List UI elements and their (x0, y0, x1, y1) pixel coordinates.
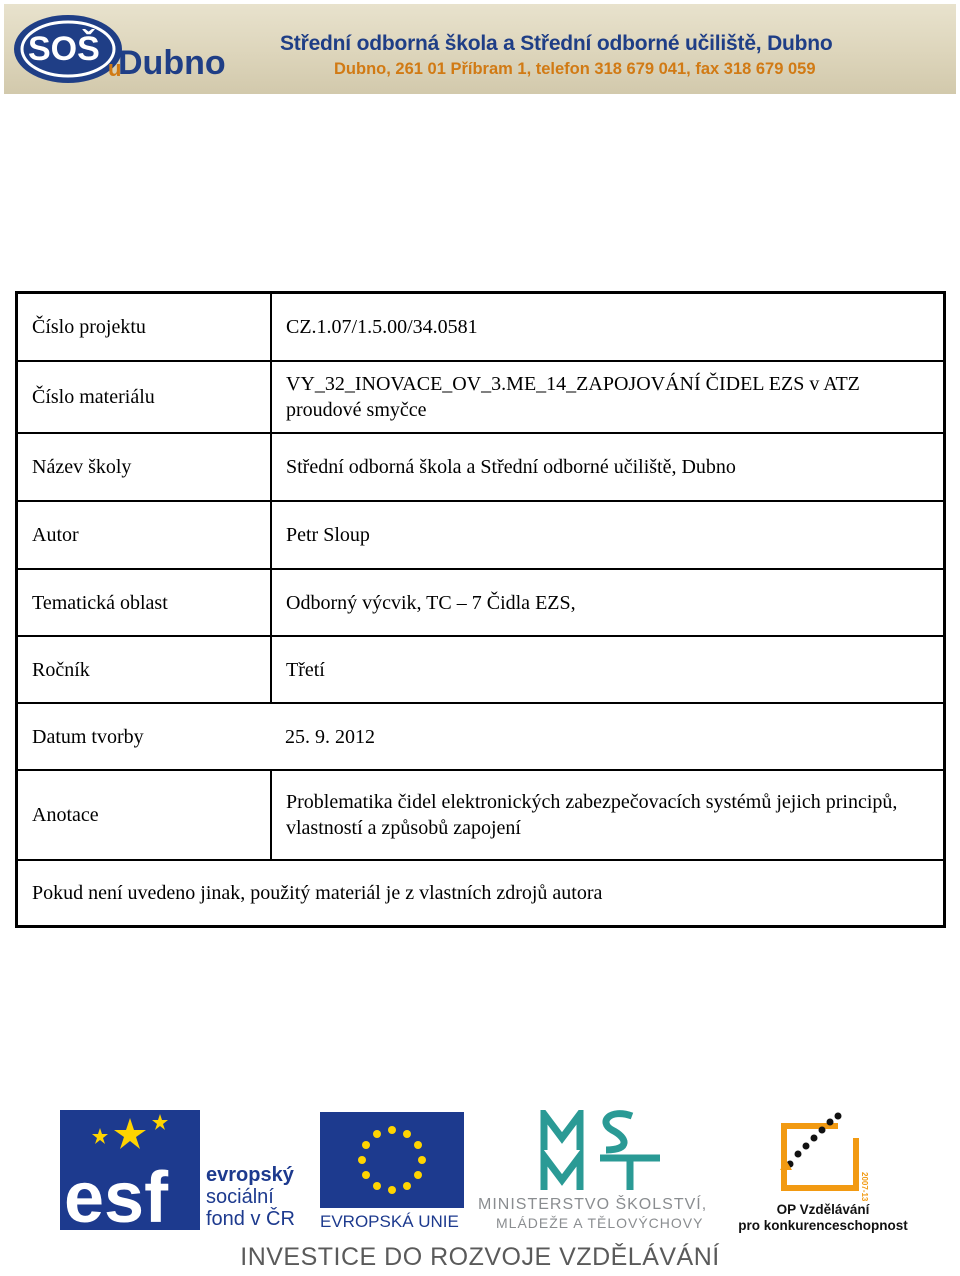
row-label: Číslo projektu (17, 293, 272, 362)
school-name: Střední odborná škola a Střední odborné učiliště, Dubno (280, 32, 833, 55)
msmt-line1: MINISTERSTVO ŠKOLSTVÍ, (478, 1196, 708, 1213)
row-value: Petr Sloup (271, 501, 945, 569)
table-row (17, 860, 945, 927)
eu-flag-icon (320, 1112, 464, 1208)
row-value: VY_32_INOVACE_OV_3.ME_14_ZAPOJOVÁNÍ ČIDEL EZS v ATZ proudové smyčce (271, 361, 945, 433)
svg-text:u: u (108, 56, 122, 81)
table-row (17, 361, 945, 433)
table-row (17, 501, 945, 569)
school-address: Dubno, 261 01 Příbram 1, telefon 318 679 041, fax 318 679 059 (334, 60, 816, 78)
row-label: Tematická oblast (17, 569, 272, 636)
row-label: Anotace (17, 770, 272, 860)
row-label: Datum tvorby (17, 703, 272, 770)
table-row (17, 569, 945, 636)
row-value: 25. 9. 2012 (271, 703, 945, 770)
row-value: Střední odborná škola a Střední odborné učiliště, Dubno (271, 433, 945, 501)
msmt-caption (478, 1196, 707, 1232)
svg-text:esf: esf (64, 1158, 169, 1230)
row-value: Odborný výcvik, TC – 7 Čidla EZS, (271, 569, 945, 636)
info-table (15, 291, 946, 928)
row-value: Třetí (271, 636, 945, 703)
op-line2: pro konkurenceschopnost (738, 1218, 908, 1233)
esf-line2: sociální (206, 1186, 274, 1208)
row-label: Název školy (17, 433, 272, 501)
table-row (17, 770, 945, 860)
table-row (17, 636, 945, 703)
esf-line3: fond v ČR (206, 1208, 295, 1230)
row-label: Číslo materiálu (17, 361, 272, 433)
esf-logo (60, 1110, 200, 1230)
row-label: Autor (17, 501, 272, 569)
row-value: CZ.1.07/1.5.00/34.0581 (271, 293, 945, 362)
row-value: Problematika čidel elektronických zabezpečovacích systémů jejich principů, vlastností a způsobů zapojení (271, 770, 945, 860)
row-label: Ročník (17, 636, 272, 703)
header-banner (4, 4, 956, 94)
svg-text:2007-13: 2007-13 (860, 1172, 869, 1202)
table-row (17, 293, 945, 362)
esf-line1: evropský (206, 1164, 294, 1186)
msmt-line2: MLÁDEŽE A TĚLOVÝCHOVY (496, 1215, 704, 1231)
school-logo (10, 10, 230, 88)
op-line1: OP Vzdělávání (776, 1202, 870, 1217)
footer-note: Pokud není uvedeno jinak, použitý materiál je z vlastních zdrojů autora (17, 860, 945, 927)
msmt-logo (540, 1110, 670, 1192)
svg-text:SOŠ: SOŠ (28, 30, 100, 68)
esf-subtitle (206, 1164, 295, 1230)
investice-slogan: INVESTICE DO ROZVOJE VZDĚLÁVÁNÍ (240, 1243, 720, 1271)
table-row (17, 703, 945, 770)
op-caption (738, 1202, 908, 1234)
eu-caption: EVROPSKÁ UNIE (320, 1212, 459, 1231)
op-vzdelavani-logo (776, 1106, 872, 1202)
svg-text:Dubno: Dubno (118, 44, 226, 82)
table-row (17, 433, 945, 501)
